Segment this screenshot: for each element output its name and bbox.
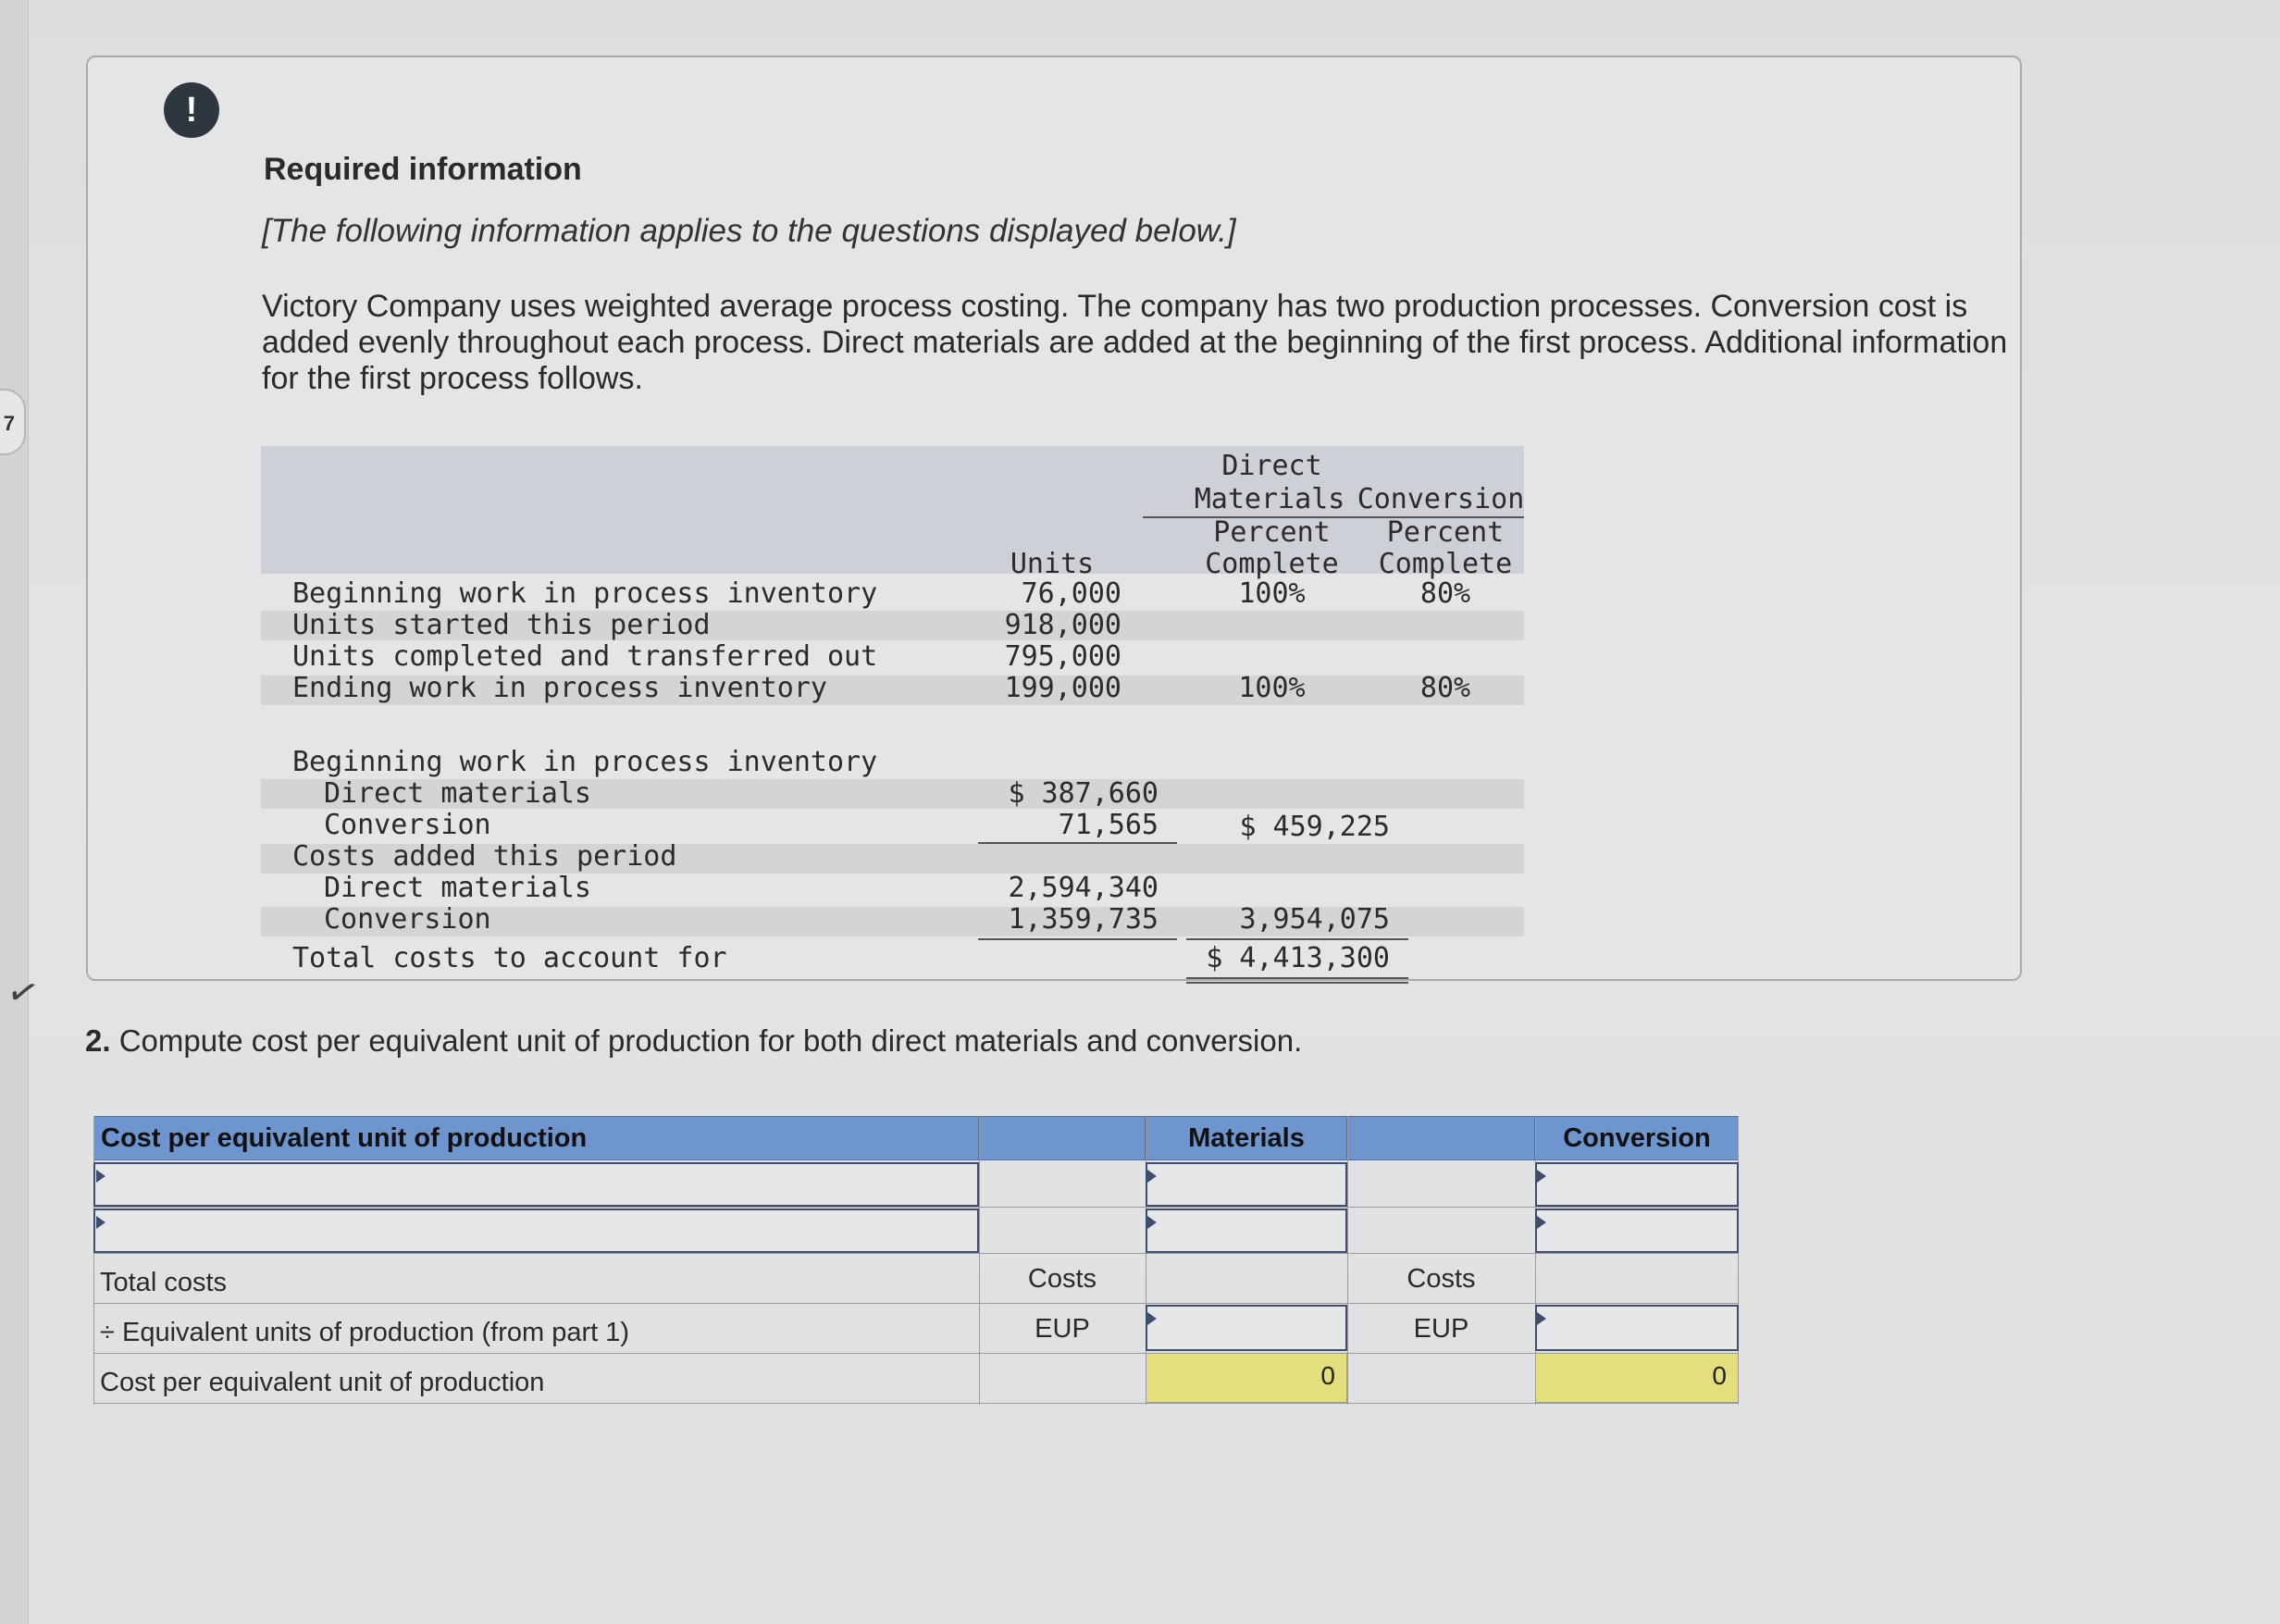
question-text: Compute cost per equivalent unit of production for both direct materials and conversion. xyxy=(118,1023,1303,1058)
alert-icon: ! xyxy=(164,82,219,138)
input-marker-icon xyxy=(1147,1216,1157,1229)
eup-label: ÷ Equivalent units of production (from part 1) xyxy=(100,1318,630,1347)
conv-percent: 80% xyxy=(1419,577,1471,610)
left-nav-strip xyxy=(0,0,29,1624)
question-prompt xyxy=(85,1023,1302,1059)
materials-result-value: 0 xyxy=(1320,1361,1335,1390)
header-complete-dm: Complete xyxy=(1205,548,1339,580)
conversion-input-1[interactable] xyxy=(1535,1162,1739,1207)
question-number: 2. xyxy=(85,1023,111,1058)
cost-value: $ 387,660 xyxy=(1008,777,1159,810)
total-label: Total costs to account for xyxy=(292,942,727,974)
units-row-label: Units completed and transferred out xyxy=(292,640,878,673)
underline xyxy=(978,938,1177,940)
input-marker-icon xyxy=(96,1170,105,1183)
cost-value: 1,359,735 xyxy=(1008,903,1159,936)
cost-per-eup-label: Cost per equivalent unit of production xyxy=(100,1368,545,1397)
units-value: 918,000 xyxy=(1004,609,1121,641)
dm-percent: 100% xyxy=(1238,672,1306,704)
materials-eup-input[interactable] xyxy=(1146,1305,1347,1351)
underline xyxy=(1186,938,1408,940)
units-row-label: Units started this period xyxy=(292,609,711,641)
header-units: Units xyxy=(1010,548,1095,580)
required-information-panel xyxy=(86,56,2022,981)
table-header-empty xyxy=(1347,1116,1535,1160)
header-percent-conv: Percent xyxy=(1386,516,1505,549)
cost-section-label: Costs added this period xyxy=(292,840,677,873)
header-materials: Materials xyxy=(1194,483,1345,515)
cost-line-label: Direct materials xyxy=(324,872,591,904)
materials-input-1[interactable] xyxy=(1146,1162,1347,1207)
materials-input-2[interactable] xyxy=(1146,1209,1347,1253)
units-row-label: Ending work in process inventory xyxy=(292,672,827,704)
conversion-header: Conversion xyxy=(1563,1123,1711,1153)
double-underline xyxy=(1186,982,1408,984)
check-mark-icon: ✓ xyxy=(2,969,43,1017)
header-conversion: Conversion xyxy=(1357,483,1525,515)
cost-line-label: Conversion xyxy=(324,903,491,936)
process-data-table xyxy=(261,446,1524,992)
cost-line-label: Direct materials xyxy=(324,777,591,810)
conversion-unit-costs: Costs xyxy=(1406,1264,1476,1294)
conv-percent: 80% xyxy=(1419,672,1471,704)
total-value: $ 4,413,300 xyxy=(1206,942,1390,974)
materials-cost-per-eup xyxy=(1146,1353,1347,1403)
total-costs-label: Total costs xyxy=(100,1268,227,1297)
input-marker-icon xyxy=(1147,1170,1157,1183)
materials-unit-eup: EUP xyxy=(1035,1314,1090,1344)
grid-line xyxy=(1347,1116,1348,1405)
panel-title: Required information xyxy=(264,152,582,187)
input-marker-icon xyxy=(96,1216,105,1229)
panel-subtitle: [The following information applies to the questions displayed below.] xyxy=(262,213,1236,249)
conversion-result-value: 0 xyxy=(1712,1361,1727,1390)
problem-description: Victory Company uses weighted average process costing. The company has two production processes. Conversion cost is added evenly throughout each process. Direct materials are added at the beginning of the first process. Additional information for the first process follows. xyxy=(262,289,2008,396)
header-complete-conv: Complete xyxy=(1378,548,1513,580)
label-input-2[interactable] xyxy=(93,1209,979,1253)
units-value: 199,000 xyxy=(1004,672,1121,704)
materials-unit-costs: Costs xyxy=(1027,1264,1097,1294)
header-percent-dm: Percent xyxy=(1213,516,1331,549)
conversion-unit-eup: EUP xyxy=(1413,1314,1469,1344)
grid-line xyxy=(979,1116,980,1405)
cost-subtotal: 3,954,075 xyxy=(1239,903,1390,936)
input-marker-icon xyxy=(1147,1312,1157,1325)
table-header-label-cell xyxy=(93,1116,979,1160)
cost-line-label: Conversion xyxy=(324,809,491,841)
cost-value: 71,565 xyxy=(1058,809,1159,841)
conversion-eup-input[interactable] xyxy=(1535,1305,1739,1351)
units-row-label: Beginning work in process inventory xyxy=(292,577,878,610)
conversion-header-cell xyxy=(1535,1116,1739,1160)
table-header-label: Cost per equivalent unit of production xyxy=(101,1123,588,1153)
question-number-badge[interactable]: 7 xyxy=(0,389,26,455)
units-value: 76,000 xyxy=(1021,577,1121,610)
cost-subtotal: $ 459,225 xyxy=(1239,811,1390,843)
conversion-input-2[interactable] xyxy=(1535,1209,1739,1253)
label-input-1[interactable] xyxy=(93,1162,979,1207)
conversion-cost-per-eup xyxy=(1535,1353,1739,1403)
materials-total-costs-input[interactable] xyxy=(1146,1255,1347,1303)
underline xyxy=(978,842,1177,844)
header-direct: Direct xyxy=(1221,450,1322,482)
materials-header: Materials xyxy=(1188,1123,1305,1153)
materials-header-cell xyxy=(1146,1116,1347,1160)
table-header-empty xyxy=(979,1116,1146,1160)
conversion-total-costs-input[interactable] xyxy=(1535,1255,1739,1303)
cost-section-label: Beginning work in process inventory xyxy=(292,746,878,778)
cost-per-eup-table xyxy=(93,1116,1739,1405)
input-marker-icon xyxy=(1537,1312,1546,1325)
grid-line xyxy=(93,1116,94,1405)
cost-value: 2,594,340 xyxy=(1008,872,1159,904)
units-value: 795,000 xyxy=(1004,640,1121,673)
double-underline xyxy=(1186,977,1408,979)
input-marker-icon xyxy=(1537,1216,1546,1229)
input-marker-icon xyxy=(1537,1170,1546,1183)
dm-percent: 100% xyxy=(1238,577,1306,610)
